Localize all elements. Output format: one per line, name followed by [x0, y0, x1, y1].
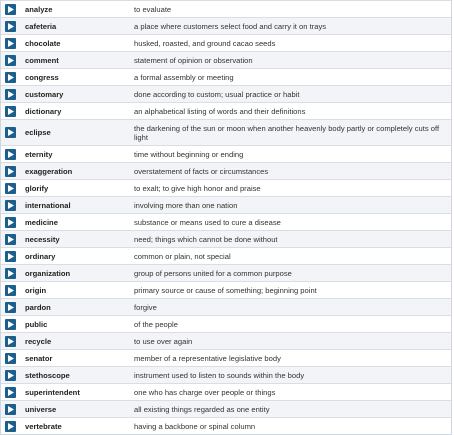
vocab-definition: a place where customers select food and carry it on trays	[134, 21, 327, 31]
vocab-word: international	[25, 200, 71, 210]
vocab-definition: common or plain, not special	[134, 251, 231, 261]
vocab-row-medicine	[1, 213, 451, 230]
vocab-definition: one who has charge over people or things	[134, 387, 276, 397]
play-audio-icon[interactable]	[5, 166, 16, 177]
vocab-row-ordinary	[1, 247, 451, 264]
vocab-word: glorify	[25, 183, 49, 193]
vocab-row-pardon	[1, 298, 451, 315]
play-audio-icon[interactable]	[5, 234, 16, 245]
vocab-row-vertebrate	[1, 417, 451, 434]
vocab-definition: to evaluate	[134, 4, 172, 14]
vocab-row-eclipse	[1, 119, 451, 145]
play-audio-icon[interactable]	[5, 89, 16, 100]
play-audio-icon[interactable]	[5, 387, 16, 398]
vocab-word: analyze	[25, 4, 53, 14]
play-audio-icon[interactable]	[5, 149, 16, 160]
vocab-word: exaggeration	[25, 166, 73, 176]
vocab-definition: to use over again	[134, 336, 193, 346]
vocab-definition: husked, roasted, and ground cacao seeds	[134, 38, 276, 48]
vocab-row-international	[1, 196, 451, 213]
vocab-row-comment	[1, 51, 451, 68]
play-audio-icon[interactable]	[5, 319, 16, 330]
play-audio-icon[interactable]	[5, 370, 16, 381]
vocab-word: dictionary	[25, 106, 62, 116]
vocab-word: pardon	[25, 302, 51, 312]
play-audio-icon[interactable]	[5, 268, 16, 279]
vocab-word: universe	[25, 404, 57, 414]
vocab-definition: statement of opinion or observation	[134, 55, 253, 65]
vocab-word: necessity	[25, 234, 60, 244]
vocab-definition: involving more than one nation	[134, 200, 238, 210]
vocab-definition: substance or means used to cure a disease	[134, 217, 281, 227]
vocab-row-origin	[1, 281, 451, 298]
vocab-row-necessity	[1, 230, 451, 247]
play-audio-icon[interactable]	[5, 127, 16, 138]
vocab-word: organization	[25, 268, 71, 278]
play-audio-icon[interactable]	[5, 38, 16, 49]
play-audio-icon[interactable]	[5, 404, 16, 415]
play-audio-icon[interactable]	[5, 421, 16, 432]
vocab-row-public	[1, 315, 451, 332]
vocab-word: ordinary	[25, 251, 56, 261]
vocab-definition: overstatement of facts or circumstances	[134, 166, 269, 176]
vocab-definition: of the people	[134, 319, 178, 329]
vocab-row-universe	[1, 400, 451, 417]
play-audio-icon[interactable]	[5, 21, 16, 32]
vocab-word: medicine	[25, 217, 58, 227]
vocab-word: stethoscope	[25, 370, 70, 380]
vocab-definition: primary source or cause of something; beginning point	[134, 285, 317, 295]
play-audio-icon[interactable]	[5, 285, 16, 296]
vocab-row-superintendent	[1, 383, 451, 400]
vocab-word: comment	[25, 55, 59, 65]
vocab-row-cafeteria	[1, 17, 451, 34]
vocab-word: customary	[25, 89, 64, 99]
vocab-definition: instrument used to listen to sounds within the body	[134, 370, 305, 380]
vocab-row-senator	[1, 349, 451, 366]
vocab-definition: group of persons united for a common purpose	[134, 268, 292, 278]
vocab-row-stethoscope	[1, 366, 451, 383]
vocab-definition: a formal assembly or meeting	[134, 72, 234, 82]
vocab-definition: the darkening of the sun or moon when another heavenly body partly or completely cuts off light	[134, 123, 440, 142]
vocab-row-customary	[1, 85, 451, 102]
vocab-definition: forgive	[134, 302, 157, 312]
vocab-definition: all existing things regarded as one entity	[134, 404, 270, 414]
vocab-definition: time without beginning or ending	[134, 149, 244, 159]
vocab-row-recycle	[1, 332, 451, 349]
vocab-definition: an alphabetical listing of words and their definitions	[134, 106, 306, 116]
vocab-word: public	[25, 319, 48, 329]
play-audio-icon[interactable]	[5, 4, 16, 15]
vocab-word: eternity	[25, 149, 53, 159]
vocab-row-congress	[1, 68, 451, 85]
vocab-definition: done according to custom; usual practice or habit	[134, 89, 300, 99]
vocab-word: chocolate	[25, 38, 61, 48]
vocab-word: recycle	[25, 336, 52, 346]
vocab-row-analyze	[1, 0, 451, 17]
vocab-definition: need; things which cannot be done without	[134, 234, 278, 244]
play-audio-icon[interactable]	[5, 251, 16, 262]
vocab-word: superintendent	[25, 387, 80, 397]
play-audio-icon[interactable]	[5, 55, 16, 66]
vocab-row-glorify	[1, 179, 451, 196]
play-audio-icon[interactable]	[5, 106, 16, 117]
play-audio-icon[interactable]	[5, 217, 16, 228]
vocab-row-chocolate	[1, 34, 451, 51]
vocab-word: senator	[25, 353, 53, 363]
vocab-row-eternity	[1, 145, 451, 162]
vocab-definition: member of a representative legislative body	[134, 353, 281, 363]
play-audio-icon[interactable]	[5, 183, 16, 194]
vocab-definition: having a backbone or spinal column	[134, 421, 256, 431]
vocab-row-organization	[1, 264, 451, 281]
vocab-word: origin	[25, 285, 47, 295]
vocab-row-dictionary	[1, 102, 451, 119]
vocab-word: cafeteria	[25, 21, 57, 31]
play-audio-icon[interactable]	[5, 72, 16, 83]
vocab-word: congress	[25, 72, 59, 82]
play-audio-icon[interactable]	[5, 200, 16, 211]
vocab-definition: to exalt; to give high honor and praise	[134, 183, 261, 193]
vocab-word: eclipse	[25, 128, 51, 137]
vocab-word: vertebrate	[25, 421, 62, 431]
play-audio-icon[interactable]	[5, 353, 16, 364]
vocab-row-exaggeration	[1, 162, 451, 179]
play-audio-icon[interactable]	[5, 336, 16, 347]
play-audio-icon[interactable]	[5, 302, 16, 313]
